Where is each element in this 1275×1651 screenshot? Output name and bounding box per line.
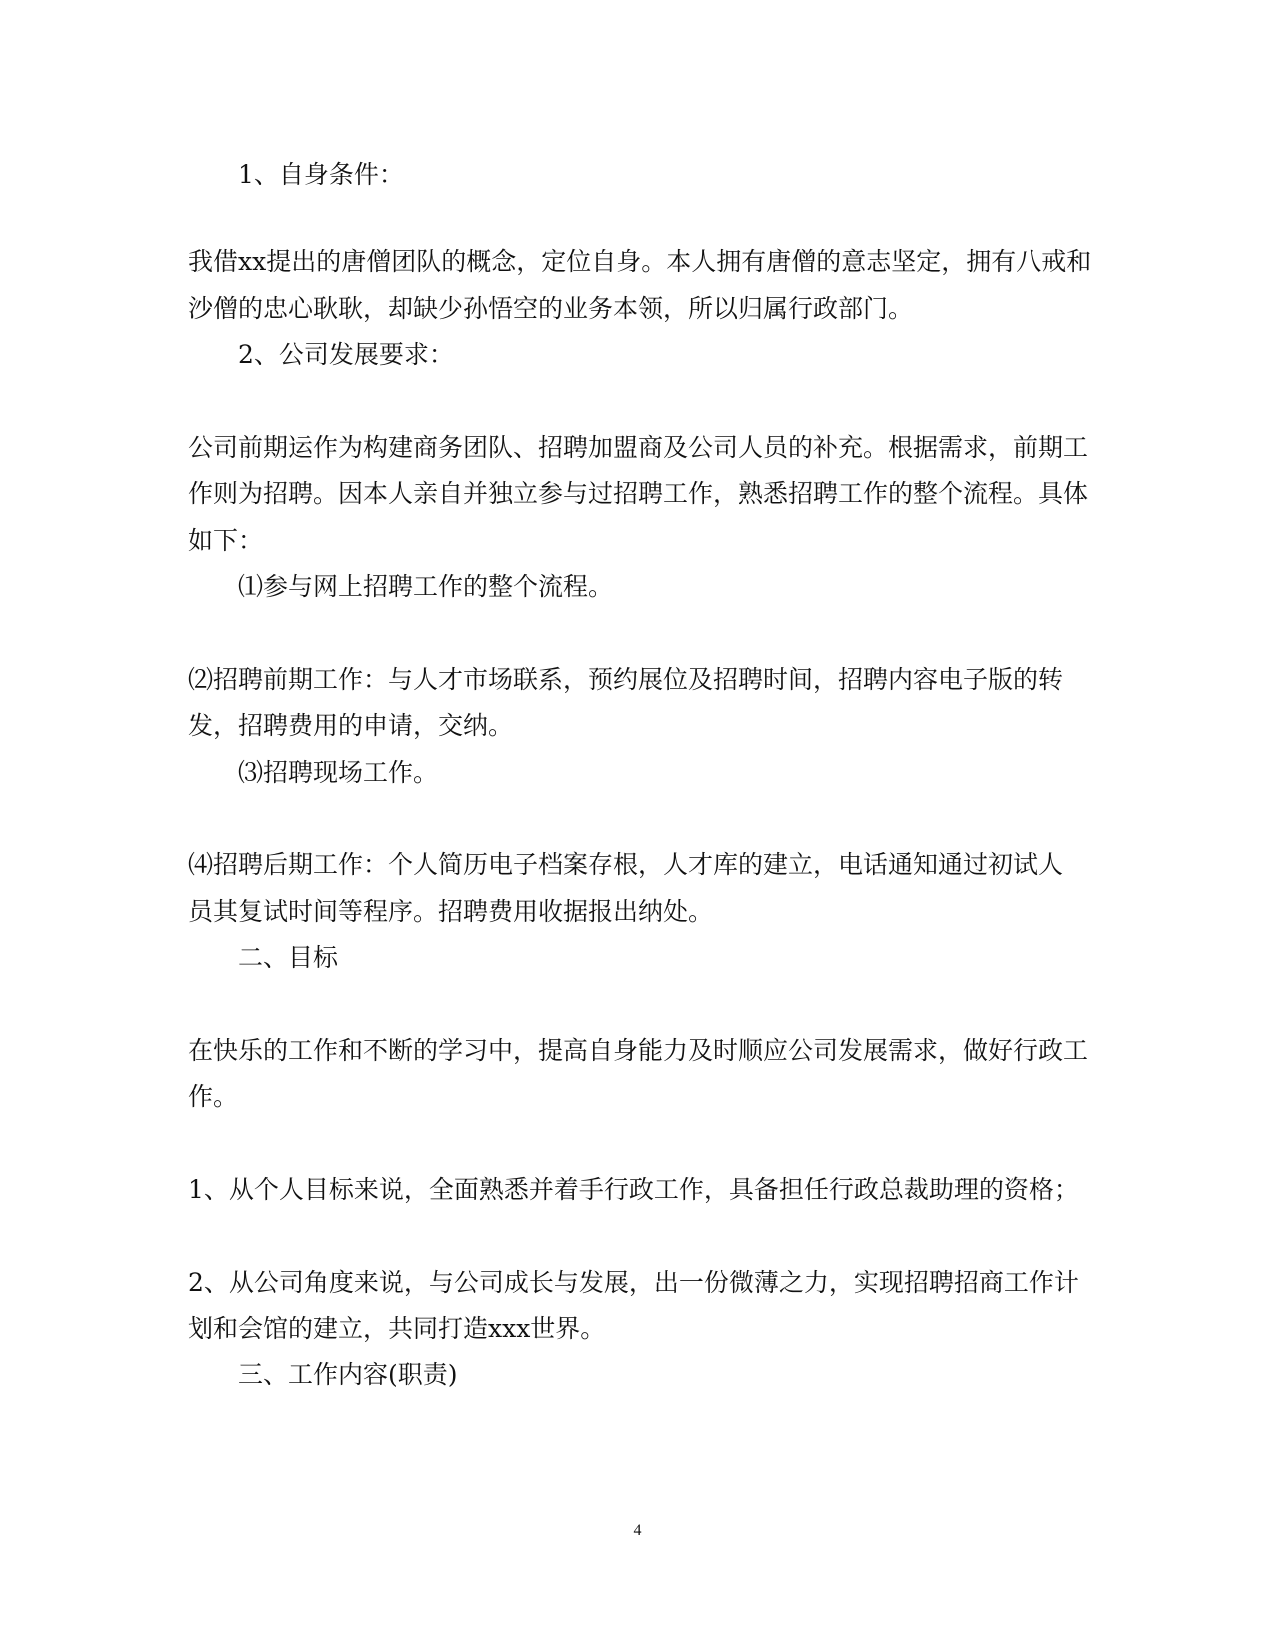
list-item: ⑴参与网上招聘工作的整个流程。 xyxy=(238,572,614,601)
paragraph-line: 作。 xyxy=(188,1082,239,1111)
paragraph-line: 如下： xyxy=(188,526,264,555)
list-item: ⑵招聘前期工作：与人才市场联系，预约展位及招聘时间，招聘内容电子版的转 xyxy=(188,665,1064,694)
paragraph-line: 发，招聘费用的申请，交纳。 xyxy=(188,711,514,740)
paragraph-line: 划和会馆的建立，共同打造xxx世界。 xyxy=(188,1314,606,1343)
paragraph-line: 公司前期运作为构建商务团队、招聘加盟商及公司人员的补充。根据需求，前期工 xyxy=(188,433,1089,462)
list-item: 2、从公司角度来说，与公司成长与发展，出一份微薄之力，实现招聘招商工作计 xyxy=(188,1268,1079,1297)
section-heading-goals: 二、目标 xyxy=(238,943,339,972)
page-number: 4 xyxy=(633,1522,642,1539)
section-heading-self-conditions: 1、自身条件： xyxy=(238,160,404,189)
paragraph-line: 作则为招聘。因本人亲自并独立参与过招聘工作，熟悉招聘工作的整个流程。具体 xyxy=(188,479,1089,508)
list-item: ⑷招聘后期工作：个人简历电子档案存根，人才库的建立，电话通知通过初试人 xyxy=(188,850,1064,879)
section-heading-job-content: 三、工作内容(职责) xyxy=(238,1360,458,1389)
paragraph-line: 在快乐的工作和不断的学习中，提高自身能力及时顺应公司发展需求，做好行政工 xyxy=(188,1036,1089,1065)
list-item: 1、从个人目标来说，全面熟悉并着手行政工作，具备担任行政总裁助理的资格； xyxy=(188,1175,1079,1204)
list-item: ⑶招聘现场工作。 xyxy=(238,758,439,787)
paragraph-line: 我借xx提出的唐僧团队的概念，定位自身。本人拥有唐僧的意志坚定，拥有八戒和 xyxy=(188,247,1092,276)
section-heading-company-requirements: 2、公司发展要求： xyxy=(238,340,454,369)
paragraph-line: 沙僧的忠心耿耿，却缺少孙悟空的业务本领，所以归属行政部门。 xyxy=(188,294,914,323)
paragraph-line: 员其复试时间等程序。招聘费用收据报出纳处。 xyxy=(188,897,714,926)
